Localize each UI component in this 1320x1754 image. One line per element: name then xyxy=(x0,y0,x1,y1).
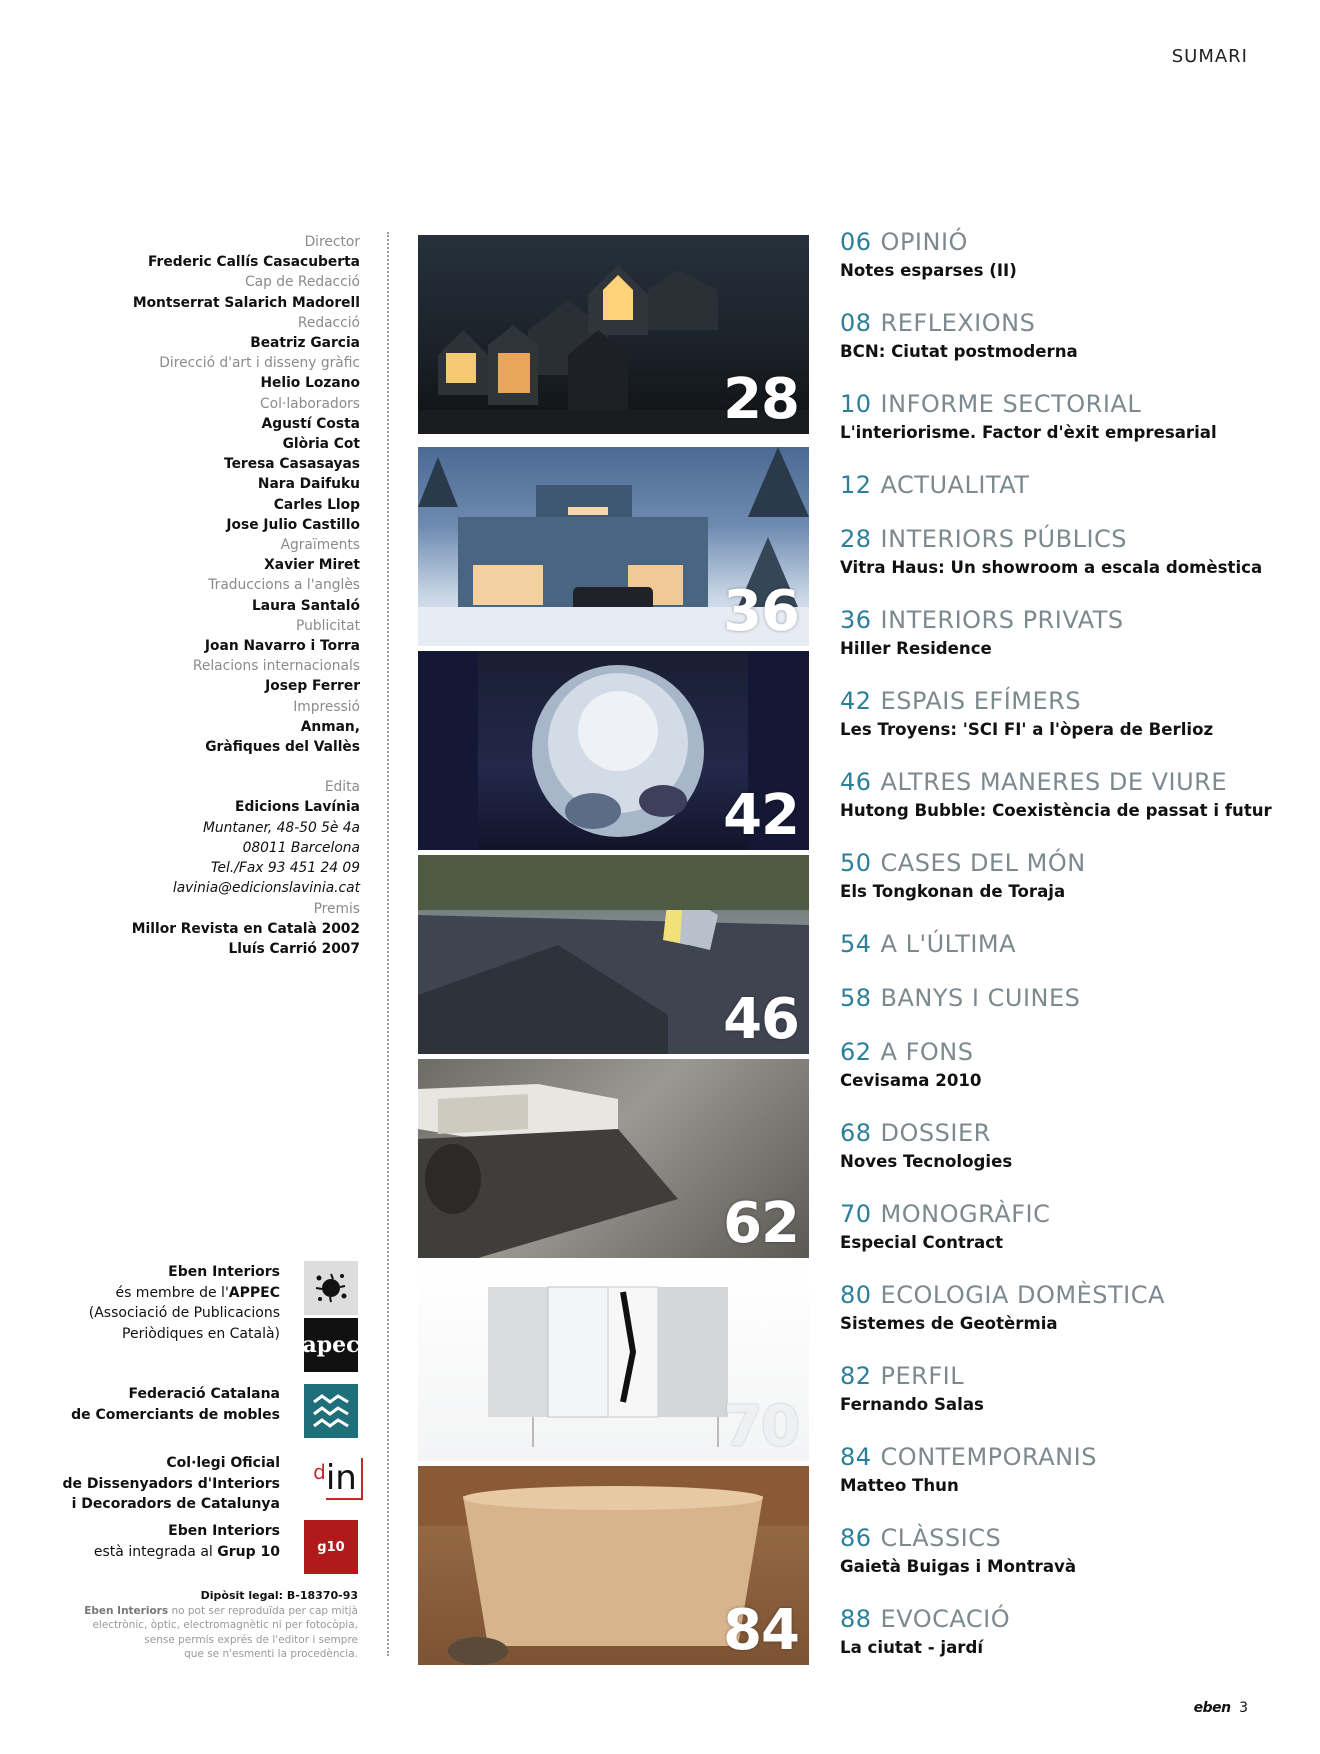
fcc-logo-icon xyxy=(304,1384,358,1438)
grup10-membership xyxy=(94,1521,280,1562)
credit-role: Redacció xyxy=(297,314,360,331)
toc-section: BANYS I CUINES xyxy=(880,984,1081,1012)
din-logo xyxy=(304,1452,372,1506)
member-line: Col·legi Oficial xyxy=(166,1455,280,1471)
toc-section: CASES DEL MÓN xyxy=(880,849,1086,877)
toc-entry[interactable] xyxy=(840,687,1280,739)
toc-section: PERFIL xyxy=(880,1362,965,1390)
legal-text: electrònic, òptic, electromagnètic ni per fotocòpia, xyxy=(92,1619,358,1632)
publisher-phone: Tel./Fax 93 451 24 09 xyxy=(210,860,360,877)
toc-page-number: 46 xyxy=(840,768,872,796)
toc-title: Les Troyens: 'SCI FI' a l'òpera de Berlioz xyxy=(840,720,1214,739)
toc-page-number: 82 xyxy=(840,1362,872,1390)
legal-text: sense permís exprés de l'editor i sempre xyxy=(144,1633,358,1646)
credit-name: Josep Ferrer xyxy=(265,678,360,695)
toc-page-number: 86 xyxy=(840,1524,872,1552)
member-line: (Associació de Publicacions xyxy=(88,1305,280,1321)
thumbnail-hiller-residence[interactable] xyxy=(418,447,809,646)
toc-page-number: 36 xyxy=(840,606,872,634)
toc-entry[interactable] xyxy=(840,1605,1280,1657)
toc-page-number: 08 xyxy=(840,309,872,337)
legal-brand: Eben Interiors xyxy=(84,1604,169,1617)
publisher-role: Edita xyxy=(324,779,360,796)
toc-title: Els Tongkonan de Toraja xyxy=(840,882,1066,901)
thumbnail-page-number: 62 xyxy=(723,1191,799,1256)
toc-section: REFLEXIONS xyxy=(880,309,1036,337)
credit-name: Gràfiques del Vallès xyxy=(205,739,360,756)
credit-role: Direcció d'art i disseny gràfic xyxy=(159,355,360,372)
toc-entry[interactable] xyxy=(840,1119,1280,1171)
credit-role: Col·laboradors xyxy=(260,395,360,412)
toc-title: Fernando Salas xyxy=(840,1395,984,1414)
toc-section: ESPAIS EFÍMERS xyxy=(880,687,1082,715)
toc-section: DOSSIER xyxy=(880,1119,991,1147)
member-bold: APPEC xyxy=(228,1284,280,1301)
toc-entry[interactable] xyxy=(840,930,1280,958)
appec-logo: apec xyxy=(304,1318,358,1372)
credit-name: Carles Llop xyxy=(273,496,360,513)
toc-section: EVOCACIÓ xyxy=(880,1605,1011,1633)
toc-page-number: 50 xyxy=(840,849,872,877)
toc-section: CONTEMPORANIS xyxy=(880,1443,1097,1471)
credit-name: Montserrat Salarich Madorell xyxy=(132,294,360,311)
toc-title: Cevisama 2010 xyxy=(840,1071,982,1090)
credit-name: Anman, xyxy=(300,718,360,735)
toc-title: Matteo Thun xyxy=(840,1476,959,1495)
fcc-membership xyxy=(71,1384,280,1425)
publisher-email[interactable]: lavinia@edicionslavinia.cat xyxy=(172,880,360,897)
credit-name: Helio Lozano xyxy=(260,375,360,392)
credit-name: Agustí Costa xyxy=(261,415,360,432)
credit-role: Relacions internacionals xyxy=(192,658,360,675)
toc-page-number: 54 xyxy=(840,930,872,958)
toc-section: INTERIORS PÚBLICS xyxy=(880,525,1128,553)
credit-name: Frederic Callís Casacuberta xyxy=(148,254,360,271)
toc-entry[interactable] xyxy=(840,849,1280,901)
page-footer xyxy=(1194,1700,1248,1716)
toc-page-number: 10 xyxy=(840,390,872,418)
credit-role: Director xyxy=(304,234,360,250)
grup10-logo xyxy=(304,1520,358,1574)
toc-page-number: 84 xyxy=(840,1443,872,1471)
credit-role: Cap de Redacció xyxy=(245,274,360,291)
toc-section: OPINIÓ xyxy=(880,228,968,256)
toc-entry[interactable] xyxy=(840,309,1280,361)
credit-role: Traduccions a l'anglès xyxy=(208,577,360,594)
toc-entry[interactable] xyxy=(840,1524,1280,1576)
toc-entry[interactable] xyxy=(840,1200,1280,1252)
toc-title: Vitra Haus: Un showroom a escala domèstica xyxy=(840,558,1263,577)
thumbnail-page-number: 46 xyxy=(723,987,799,1052)
thumbnail-matteo-thun[interactable] xyxy=(418,1466,809,1665)
credit-role: Publicitat xyxy=(296,617,360,634)
credit-name: Xavier Miret xyxy=(264,557,360,574)
appec-membership xyxy=(89,1262,280,1344)
toc-entry[interactable] xyxy=(840,525,1280,577)
credit-role: Impressió xyxy=(293,698,360,715)
legal-deposit: Dipòsit legal: B-18370-93 xyxy=(200,1589,358,1602)
toc-title: BCN: Ciutat postmoderna xyxy=(840,342,1078,361)
toc-entry[interactable] xyxy=(840,228,1280,280)
publisher-name: Edicions Lavínia xyxy=(235,799,360,816)
toc-title: Notes esparses (II) xyxy=(840,261,1017,280)
toc-page-number: 28 xyxy=(840,525,872,553)
footer-brand: eben xyxy=(1193,1700,1231,1716)
toc-entry[interactable] xyxy=(840,390,1280,442)
credit-name: Teresa Casasayas xyxy=(224,456,360,473)
toc-title: Especial Contract xyxy=(840,1233,1004,1252)
toc-page-number: 62 xyxy=(840,1038,872,1066)
member-line: de Comerciants de mobles xyxy=(71,1406,280,1423)
credit-name: Nara Daifuku xyxy=(257,476,360,493)
toc-title: Hiller Residence xyxy=(840,639,992,658)
toc-title: Hutong Bubble: Coexistència de passat i futur xyxy=(840,801,1272,820)
toc-page-number: 68 xyxy=(840,1119,872,1147)
credit-name: Beatriz Garcia xyxy=(250,335,360,352)
credit-name: Jose Julio Castillo xyxy=(226,516,360,533)
toc-page-number: 70 xyxy=(840,1200,872,1228)
din-membership xyxy=(63,1453,281,1515)
legal-text: que se n'esmenti la procedència. xyxy=(184,1648,358,1661)
din-logo-d: d xyxy=(313,1460,326,1484)
toc-entry[interactable] xyxy=(840,768,1280,820)
thumbnail-les-troyens[interactable] xyxy=(418,651,809,850)
thumbnail-page-number: 84 xyxy=(723,1598,799,1663)
thumbnail-contract[interactable] xyxy=(418,1262,809,1461)
credit-name: Glòria Cot xyxy=(282,436,360,453)
legal-text: no pot ser reproduïda per cap mitjà xyxy=(168,1604,358,1617)
toc-entry[interactable] xyxy=(840,1362,1280,1414)
toc-title: La ciutat - jardí xyxy=(840,1638,984,1657)
toc-section: A FONS xyxy=(880,1038,974,1066)
toc-page-number: 06 xyxy=(840,228,872,256)
award: Millor Revista en Català 2002 xyxy=(131,920,360,937)
member-line: està integrada al xyxy=(93,1543,218,1560)
thumbnail-cevisama[interactable] xyxy=(418,1059,809,1258)
member-bold: Grup 10 xyxy=(217,1543,280,1560)
member-line: Eben Interiors xyxy=(168,1523,280,1539)
toc-page-number: 88 xyxy=(840,1605,872,1633)
toc-title: Gaietà Buigas i Montravà xyxy=(840,1557,1077,1576)
toc-section: MONOGRÀFIC xyxy=(880,1200,1051,1228)
legal-notice xyxy=(58,1589,358,1662)
splash-logo-icon xyxy=(304,1261,358,1315)
din-logo-in: in xyxy=(326,1458,363,1500)
toc-entry[interactable] xyxy=(840,1038,1280,1090)
member-line: Eben Interiors xyxy=(168,1264,280,1280)
toc-section: CLÀSSICS xyxy=(880,1524,1002,1552)
toc-section: ACTUALITAT xyxy=(880,471,1030,499)
credit-role: Agraïments xyxy=(280,537,360,554)
publisher-address: Muntaner, 48-50 5è 4a xyxy=(202,819,360,836)
toc-section: ECOLOGIA DOMÈSTICA xyxy=(880,1281,1165,1309)
credit-name: Joan Navarro i Torra xyxy=(204,638,360,655)
toc-title: L'interiorisme. Factor d'èxit empresarial xyxy=(840,423,1217,442)
toc-section: INFORME SECTORIAL xyxy=(880,390,1142,418)
member-line: i Decoradors de Catalunya xyxy=(71,1496,280,1512)
member-line: de Dissenyadors d'Interiors xyxy=(62,1475,280,1492)
thumbnail-page-number: 70 xyxy=(723,1394,799,1459)
thumbnail-page-number: 42 xyxy=(723,783,799,848)
toc-entry[interactable] xyxy=(840,606,1280,658)
award: Lluís Carrió 2007 xyxy=(228,940,360,957)
footer-page-number: 3 xyxy=(1239,1700,1248,1716)
publisher-city: 08011 Barcelona xyxy=(242,839,360,856)
thumbnail-vitra-haus[interactable] xyxy=(418,235,809,434)
toc-page-number: 12 xyxy=(840,471,872,499)
toc-entry[interactable] xyxy=(840,1281,1280,1333)
toc-title: Noves Tecnologies xyxy=(840,1152,1013,1171)
thumbnail-page-number: 28 xyxy=(723,367,799,432)
toc-page-number: 58 xyxy=(840,984,872,1012)
toc-section: ALTRES MANERES DE VIURE xyxy=(880,768,1228,796)
toc-page-number: 42 xyxy=(840,687,872,715)
member-line: Federació Catalana xyxy=(128,1386,280,1402)
grup10-logo-text: g10 xyxy=(317,1539,345,1555)
toc-section: INTERIORS PRIVATS xyxy=(880,606,1124,634)
toc-page-number: 80 xyxy=(840,1281,872,1309)
member-line: Periòdiques en Català) xyxy=(122,1325,280,1342)
toc-title: Sistemes de Geotèrmia xyxy=(840,1314,1058,1333)
column-divider xyxy=(387,232,389,1656)
toc-entry[interactable] xyxy=(840,471,1280,499)
credit-name: Laura Santaló xyxy=(251,597,360,614)
member-line: és membre de l' xyxy=(115,1284,229,1301)
awards-role: Premis xyxy=(313,900,360,917)
toc-section: A L'ÚLTIMA xyxy=(880,930,1017,958)
toc-entry[interactable] xyxy=(840,1443,1280,1495)
thumbnail-page-number: 36 xyxy=(723,579,799,644)
thumbnail-hutong-bubble[interactable] xyxy=(418,855,809,1054)
masthead-credits xyxy=(30,232,360,959)
toc-entry[interactable] xyxy=(840,984,1280,1012)
section-header: SUMARI xyxy=(1171,46,1248,67)
